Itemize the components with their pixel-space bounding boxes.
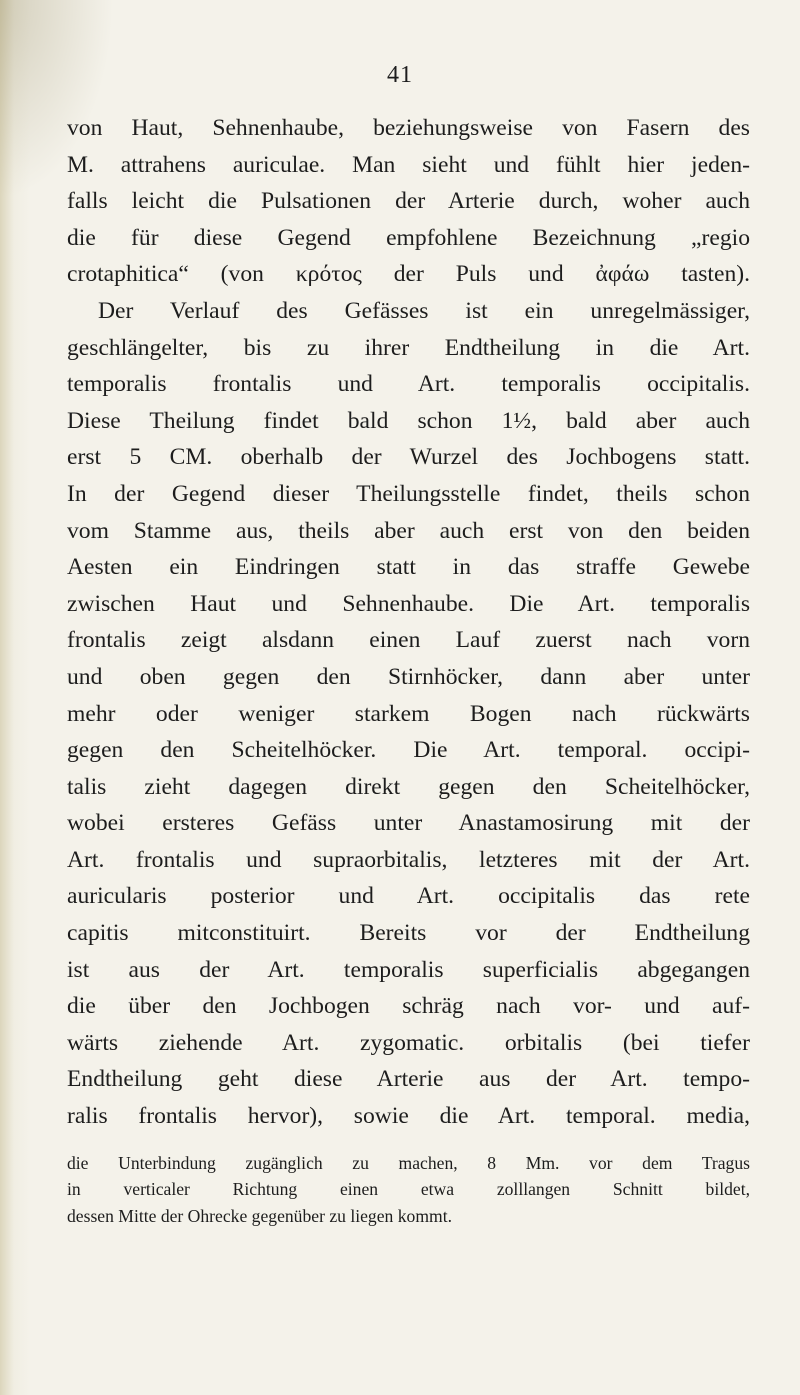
text-line: In der Gegend dieser Theilungsstelle findet, theils schon (67, 480, 750, 507)
text-line: die über den Jochbogen schräg nach vor- und auf- (67, 993, 750, 1020)
text-line: M. attrahens auriculae. Man sieht und fühlt hier jeden- (67, 151, 750, 178)
text-line: wärts ziehende Art. zygomatic. orbitalis (bei tiefer (67, 1029, 750, 1056)
text-line: und oben gegen den Stirnhöcker, dann aber unter (67, 663, 750, 690)
text-line: Art. frontalis und supraorbitalis, letzteres mit der Art. (67, 846, 750, 873)
text-line: talis zieht dagegen direkt gegen den Scheitelhöcker, (67, 773, 750, 800)
page-number: 41 (387, 62, 413, 88)
text-line: von Haut, Sehnenhaube, beziehungsweise von Fasern des (67, 115, 750, 141)
text-line: Der Verlauf des Gefässes ist ein unregelmässiger, (98, 297, 750, 324)
text-line: wobei ersteres Gefäss unter Anastamosirung mit der (67, 810, 750, 837)
text-line: erst 5 CM. oberhalb der Wurzel des Jochbogens statt. (67, 444, 750, 471)
text-line: ralis frontalis hervor), sowie die Art. temporal. media, (67, 1103, 750, 1130)
text-line: falls leicht die Pulsationen der Arterie durch, woher auch (67, 188, 750, 215)
text-line: frontalis zeigt alsdann einen Lauf zuerst nach vorn (67, 627, 750, 654)
text-line: zwischen Haut und Sehnenhaube. Die Art. temporalis (67, 590, 750, 617)
text-line: temporalis frontalis und Art. temporalis occipitalis. (67, 371, 750, 398)
text-line: Aesten ein Eindringen statt in das straffe Gewebe (67, 554, 750, 581)
footnote-line: die Unterbindung zugänglich zu machen, 8 Mm. vor dem Tragus (67, 1153, 750, 1173)
text-line: Diese Theilung findet bald schon 1½, bald aber auch (67, 407, 750, 434)
text-line: mehr oder weniger starkem Bogen nach rückwärts (67, 700, 750, 727)
text-line: auricularis posterior und Art. occipitalis das rete (67, 883, 750, 910)
text-line: crotaphitica“ (von κρότος der Puls und ἀφάω tasten). (67, 261, 750, 288)
body-text (67, 110, 750, 1135)
text-line: geschlängelter, bis zu ihrer Endtheilung in die Art. (67, 334, 750, 361)
footnote (67, 1150, 750, 1229)
text-line: die für diese Gegend empfohlene Bezeichnung „regio (67, 224, 750, 251)
footnote-line: dessen Mitte der Ohrecke gegenüber zu liegen kommt. (67, 1205, 452, 1226)
footnote-line: in verticaler Richtung einen etwa zolllangen Schnitt bildet, (67, 1179, 750, 1200)
text-line: ist aus der Art. temporalis superficialis abgegangen (67, 956, 750, 983)
text-line: gegen den Scheitelhöcker. Die Art. temporal. occipi- (67, 737, 750, 764)
text-line: vom Stamme aus, theils aber auch erst von den beiden (67, 517, 750, 544)
text-line: Endtheilung geht diese Arterie aus der Art. tempo- (67, 1066, 750, 1093)
text-line: capitis mitconstituirt. Bereits vor der Endtheilung (67, 920, 750, 947)
